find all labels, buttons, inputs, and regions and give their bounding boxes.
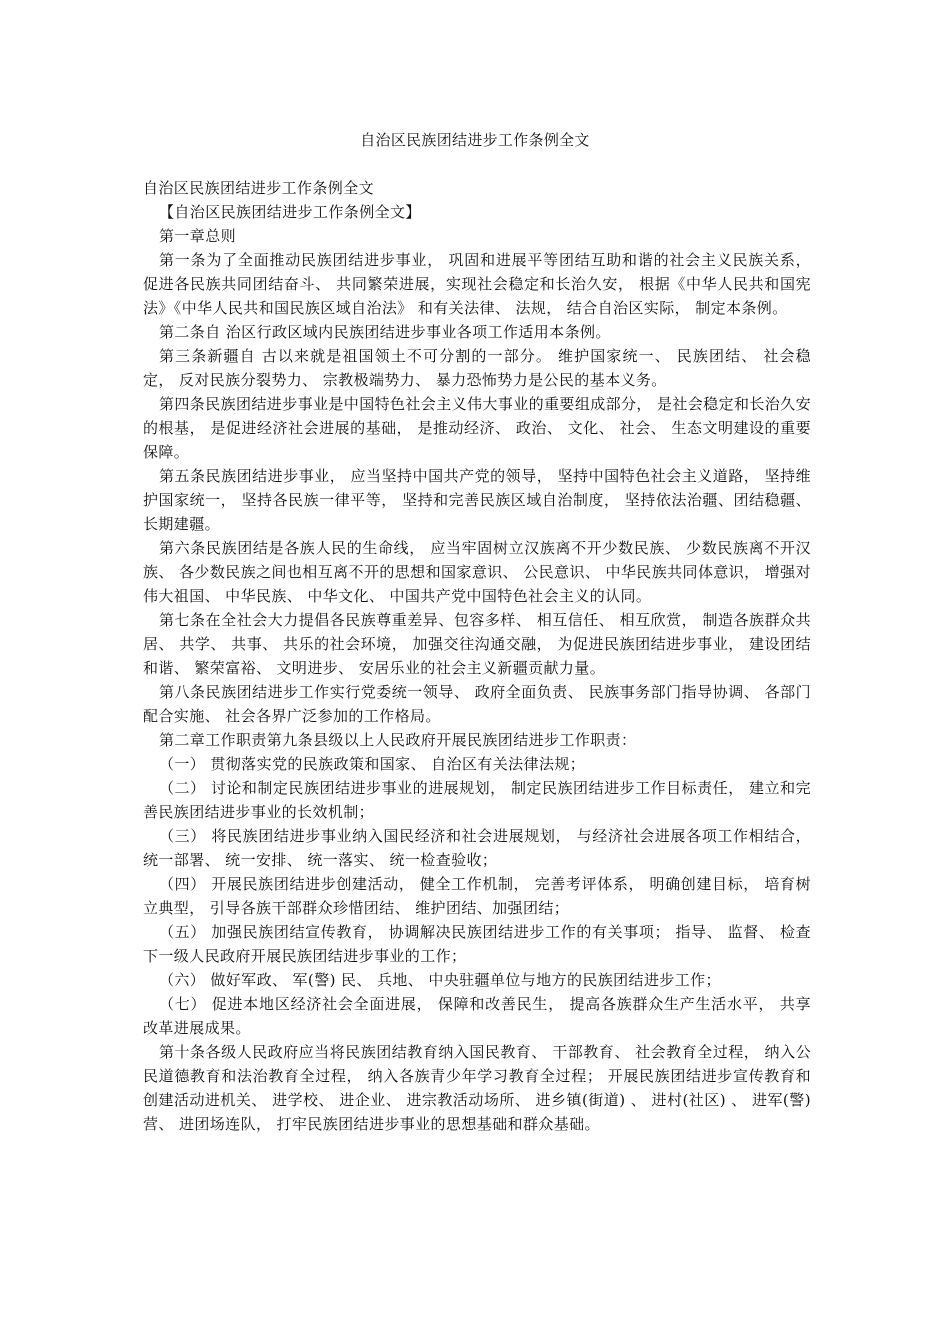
paragraph: 第十条各级人民政府应当将民族团结教育纳入国民教育、 干部教育、 社会教育全过程， 纳入公民道德教育和法治教育全过程， 纳入各族青少年学习教育全过程； 开展民族团结进步宣传教育和创建活动进机关、 进学校、 进企业、 进宗教活动场所、 进乡镇(街道) 、 进村(社区) 、 进军(警)营、 进团场连队， 打牢民族团结进步事业的思想基础和群众基础。 [143,1043,811,1133]
paragraph: 第二章工作职责第九条县级以上人民政府开展民族团结进步工作职责： [159,731,637,749]
paragraph: 第一章总则 [159,227,237,245]
paragraph: 【自治区民族团结进步工作条例全文】 [159,203,421,221]
paragraph: （六） 做好军政、 军(警) 民、 兵地、 中央驻疆单位与地方的民族团结进步工作； [159,971,721,989]
paragraph: 第三条新疆自 古以来就是祖国领土不可分割的一部分。 维护国家统一、 民族团结、 社会稳定， 反对民族分裂势力、 宗教极端势力、 暴力恐怖势力是公民的基本义务。 [143,347,811,389]
document-title: 自治区民族团结进步工作条例全文 [360,131,590,149]
paragraph: （五） 加强民族团结宣传教育， 协调解决民族团结进步工作的有关事项； 指导、 监督、 检查下一级人民政府开展民族团结进步事业的工作； [143,923,811,965]
paragraph: （一） 贯彻落实党的民族政策和国家、 自治区有关法律法规； [159,755,586,773]
paragraph: 第八条民族团结进步工作实行党委统一领导、 政府全面负责、 民族事务部门指导协调、 各部门配合实施、 社会各界广泛参加的工作格局。 [143,683,811,725]
document-body [143,176,811,1136]
paragraph: 第一条为了全面推动民族团结进步事业， 巩固和进展平等团结互助和谐的社会主义民族关系， 促进各民族共同团结奋斗、 共同繁荣进展，实现社会稳定和长治久安， 根据《中华人民共和国宪法》《中华人民共和国民族区域自治法》 和有关法律、 法规， 结合自治区实际， 制定本条例。 [143,251,811,317]
paragraph: 第二条自 治区行政区域内民族团结进步事业各项工作适用本条例。 [159,323,611,341]
paragraph: 第七条在全社会大力提倡各民族尊重差异、包容多样、 相互信任、 相互欣赏， 制造各族群众共居、 共学、 共事、 共乐的社会环境， 加强交往沟通交融， 为促进民族团结进步事业， 建设团结和谐、 繁荣富裕、 文明进步、 安居乐业的社会主义新疆贡献力量。 [143,611,811,677]
paragraph: 第六条民族团结是各族人民的生命线， 应当牢固树立汉族离不开少数民族、 少数民族离不开汉族、 各少数民族之间也相互离不开的思想和国家意识、 公民意识、 中华民族共同体意识， 增强对伟大祖国、 中华民族、 中华文化、 中国共产党中国特色社会主义的认同。 [143,539,811,605]
paragraph: 第四条民族团结进步事业是中国特色社会主义伟大事业的重要组成部分， 是社会稳定和长治久安的根基， 是促进经济社会进展的基础， 是推动经济、 政治、 文化、 社会、 生态文明建设的重要保障。 [143,395,811,461]
paragraph: 第五条民族团结进步事业， 应当坚持中国共产党的领导， 坚持中国特色社会主义道路， 坚持维护国家统一， 坚持各民族一律平等， 坚持和完善民族区域自治制度， 坚持依法治疆、团结稳疆、长期建疆。 [143,467,811,533]
paragraph: （四） 开展民族团结进步创建活动， 健全工作机制， 完善考评体系， 明确创建目标， 培育树立典型， 引导各族干部群众珍惜团结、 维护团结、加强团结； [143,875,811,917]
paragraph: （七） 促进本地区经济社会全面进展， 保障和改善民生， 提高各族群众生产生活水平， 共享改革进展成果。 [143,995,811,1037]
paragraph: （二） 讨论和制定民族团结进步事业的进展规划， 制定民族团结进步工作目标责任， 建立和完善民族团结进步事业的长效机制； [143,779,811,821]
paragraph: 自治区民族团结进步工作条例全文 [143,179,375,197]
paragraph: （三） 将民族团结进步事业纳入国民经济和社会进展规划， 与经济社会进展各项工作相结合， 统一部署、 统一安排、 统一落实、 统一检查验收； [143,827,811,869]
